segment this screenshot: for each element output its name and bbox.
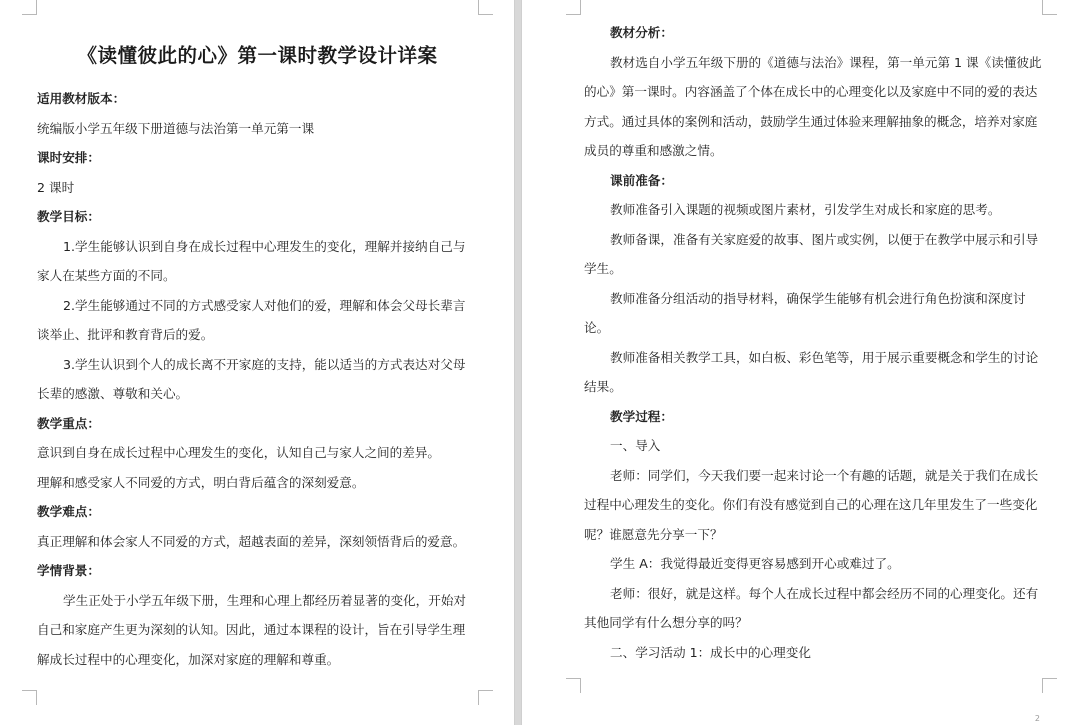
corner-mark-top-right: [478, 0, 493, 15]
left-paragraph: 意识到自身在成长过程中心理发生的变化，认知自己与家人之间的差异。: [37, 445, 440, 460]
left-paragraph: 真正理解和体会家人不同爱的方式，超越表面的差异，深刻领悟背后的爱意。: [37, 533, 466, 549]
left-paragraph: 学生正处于小学五年级下册，生理和心理上都经历着显著的变化，开始对自己和家庭产生更为深刻的认知。因此，通过本课程的设计，旨在引导学生理解成长过程中的心理变化，加深对家庭的理解和尊重。: [37, 592, 466, 667]
right-paragraph: 老师：同学们，今天我们要一起来讨论一个有趣的话题，就是关于我们在成长过程中心理发生的变化。你们有没有感觉到自己的心理在这几年里发生了一些变化呢？谁愿意先分享一下？: [584, 467, 1039, 542]
right-section-heading: 课前准备：: [610, 172, 673, 188]
left-section-heading: 适用教材版本：: [37, 91, 126, 106]
left-paragraph: 理解和感受家人不同爱的方式，明白背后蕴含的深刻爱意。: [37, 474, 365, 490]
right-section-heading: 教学过程：: [610, 408, 673, 424]
left-paragraph: 3.学生认识到个人的成长离不开家庭的支持，能以适当的方式表达对父母长辈的感激、尊敬和关心。: [37, 356, 466, 401]
document-title: 《读懂彼此的心》第一课时教学设计详案: [77, 44, 438, 67]
corner-mark-top-left: [22, 0, 37, 15]
corner-mark-bottom-left: [22, 690, 37, 705]
right-paragraph: 教材选自小学五年级下册的《道德与法治》课程，第一单元第 1 课《读懂彼此的心》第一课时。内容涵盖了个体在成长中的心理变化以及家庭中不同的爱的表达方式。通过具体的案例和活动，鼓励学生通过体验来理解抽象的概念，培养对家庭成员的尊重和感激之情。: [584, 54, 1042, 158]
left-section-heading: 教学难点：: [37, 504, 100, 519]
corner-mark-top-left: [566, 0, 581, 15]
right-paragraph: 教师准备引入课题的视频或图片素材，引发学生对成长和家庭的思考。: [610, 202, 1001, 217]
right-paragraph: 老师：很好，就是这样。每个人在成长过程中都会经历不同的心理变化。还有其他同学有什么想分享的吗？: [584, 585, 1039, 630]
left-paragraph: 统编版小学五年级下册道德与法治第一单元第一课: [37, 120, 315, 136]
right-paragraph: 教师准备分组活动的指导材料，确保学生能够有机会进行角色扮演和深度讨论。: [584, 290, 1026, 335]
left-section-heading: 课时安排：: [37, 150, 100, 165]
right-page-body: [584, 18, 1046, 667]
right-section-heading: 教材分析：: [610, 25, 673, 40]
left-paragraph: 1.学生能够认识到自身在成长过程中心理发生的变化，理解并接纳自己与家人在某些方面的不同。: [37, 238, 466, 283]
corner-mark-bottom-left: [566, 678, 581, 693]
right-paragraph: 教师准备相关教学工具，如白板、彩色笔等，用于展示重要概念和学生的讨论结果。: [584, 349, 1039, 394]
right-paragraph: 学生 A：我觉得最近变得更容易感到开心或难过了。: [610, 556, 900, 571]
corner-mark-top-right: [1042, 0, 1057, 15]
left-section-heading: 教学目标：: [37, 209, 100, 224]
right-paragraph: 教师备课，准备有关家庭爱的故事、图片或实例，以便于在教学中展示和引导学生。: [584, 231, 1039, 276]
corner-mark-bottom-right: [478, 690, 493, 705]
corner-mark-bottom-right: [1042, 678, 1057, 693]
left-section-heading: 学情背景：: [37, 563, 100, 578]
right-paragraph: 二、学习活动 1：成长中的心理变化: [610, 644, 811, 660]
left-paragraph: 2 课时: [37, 179, 75, 195]
page-number: 2: [1034, 714, 1040, 723]
left-section-heading: 教学重点：: [37, 415, 100, 431]
left-paragraph: 2.学生能够通过不同的方式感受家人对他们的爱，理解和体会父母长辈言谈举止、批评和教育背后的爱。: [37, 297, 466, 342]
left-page-body: [37, 84, 473, 674]
right-paragraph: 一、导入: [610, 438, 661, 453]
